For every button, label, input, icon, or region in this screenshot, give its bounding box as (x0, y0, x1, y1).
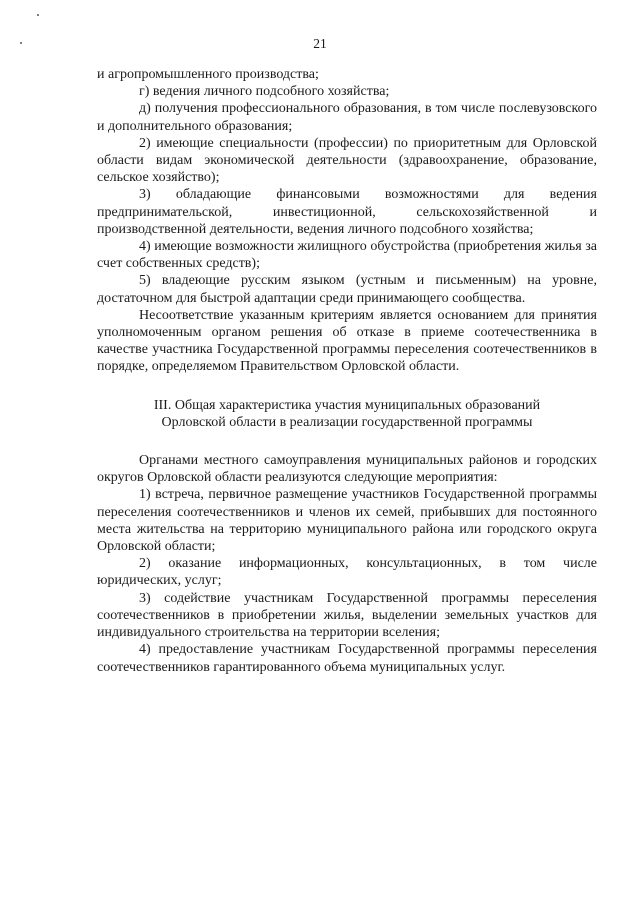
paragraph: 2) имеющие специальности (профессии) по приоритетным для Орловской области видам экономической деятельности (здравоохранение, образование, сельское хозяйство); (97, 135, 597, 186)
section-heading-line: III. Общая характеристика участия муниципальных образований (153, 397, 541, 413)
scan-mark (37, 14, 39, 16)
paragraph: Органами местного самоуправления муниципальных районов и городских округов Орловской области реализуются следующие мероприятия: (97, 453, 597, 486)
paragraph: г) ведения личного подсобного хозяйства; (139, 84, 390, 100)
paragraph: 3) обладающие финансовыми возможностями для ведения предпринимательской, инвестиционной, сельскохозяйственной и производственной деятельности, ведения личного подсобного хозяйства; (97, 187, 597, 237)
paragraph: 1) встреча, первичное размещение участников Государственной программы переселения соотечественников и членов их семей, прибывших для постоянного места жительства на территорию муниципального района или городского округа Орловской области; (97, 487, 597, 555)
paragraph: Несоответствие указанным критериям является основанием для принятия уполномоченным органом решения об отказе в приеме соотечественника в качестве участника Государственной программы переселения соотечественников в порядке, определяемом Правительством Орловской области. (97, 307, 597, 375)
paragraph: 4) имеющие возможности жилищного обустройства (приобретения жилья за счет собственных средств); (97, 239, 597, 272)
section-heading (97, 397, 597, 431)
page-number: 21 (313, 36, 327, 51)
paragraph: 5) владеющие русским языком (устным и письменным) на уровне, достаточном для быстрой адаптации среди принимающего сообщества. (97, 273, 597, 306)
paragraph: 3) содействие участникам Государственной программы переселения соотечественников в приобретении жилья, выделении земельных участков для индивидуального строительства на территории вселения; (97, 590, 597, 641)
paragraph: и агропромышленного производства; (97, 67, 319, 82)
section-heading-line: Орловской области в реализации государственной программы (161, 414, 533, 430)
paragraph: 2) оказание информационных, консультационных, в том числе юридических, услуг; (97, 556, 597, 589)
paragraph: д) получения профессионального образования, в том числе послевузовского и дополнительного образования; (97, 101, 597, 134)
paragraph: 4) предоставление участникам Государственной программы переселения соотечественников гарантированного объема муниципальных услуг. (97, 642, 597, 675)
document-body (97, 66, 597, 676)
